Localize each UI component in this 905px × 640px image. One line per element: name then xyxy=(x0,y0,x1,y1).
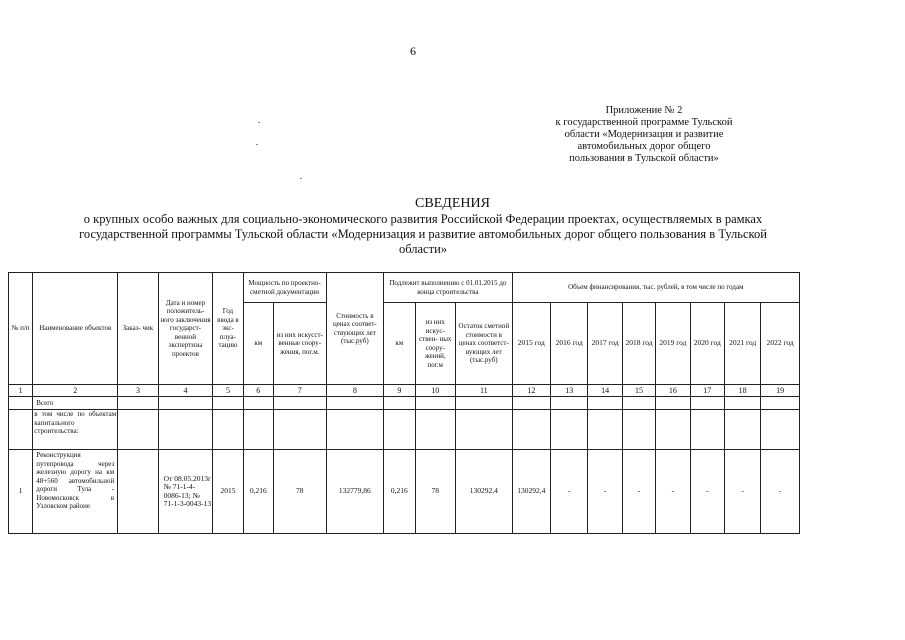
row-cost: 132779,86 xyxy=(326,450,384,534)
header-year: 2018 год xyxy=(622,303,655,385)
header-cost: Стоимость в ценах соответ- ствующих лет (тыс.руб) xyxy=(326,273,384,385)
projects-table xyxy=(8,272,800,534)
column-number: 4 xyxy=(158,385,213,397)
row-year-value: 130292,4 xyxy=(512,450,550,534)
row-cap-art: 78 xyxy=(273,450,326,534)
header-cap-art: из них искусст- венные соору- жения, пог.м. xyxy=(273,303,326,385)
column-number: 17 xyxy=(690,385,724,397)
row-year-value: - xyxy=(551,450,588,534)
column-number: 3 xyxy=(118,385,158,397)
header-year: 2016 год xyxy=(551,303,588,385)
row-year-value: - xyxy=(761,450,800,534)
header-year: 2021 год xyxy=(724,303,760,385)
header-rem-art: из них искус- ствен- ных соору- жений, пог.м xyxy=(415,303,455,385)
row-customer xyxy=(118,450,158,534)
header-year: 2019 год xyxy=(656,303,690,385)
scan-speck xyxy=(258,122,260,123)
column-number: 11 xyxy=(455,385,512,397)
column-number: 19 xyxy=(761,385,800,397)
row-year-value: - xyxy=(588,450,622,534)
row-year-value: - xyxy=(690,450,724,534)
header-expertise: Дата и номер положитель- ного заключения государст- венной экспертизы проектов xyxy=(158,273,213,385)
column-number: 13 xyxy=(551,385,588,397)
column-number: 2 xyxy=(33,385,118,397)
row-cap-km: 0,216 xyxy=(243,450,273,534)
column-number-row xyxy=(9,385,800,397)
row-expertise: От 08.05.2013г № 71-1-4-0086-13; № 71-1-3-0043-13 xyxy=(158,450,213,534)
column-number: 1 xyxy=(9,385,33,397)
scan-speck xyxy=(256,144,258,145)
column-number: 5 xyxy=(213,385,243,397)
header-customer: Заказ- чик xyxy=(118,273,158,385)
appendix-line: к государственной программе Тульской xyxy=(555,117,733,128)
column-number: 16 xyxy=(656,385,690,397)
header-name: Наименование объектов xyxy=(33,273,118,385)
subtitle-line: государственной программы Тульской области «Модернизация и развитие автомобильных дорог общего пользования в Тульской xyxy=(79,227,767,241)
row-year-in: 2015 xyxy=(213,450,243,534)
subtitle-line: области» xyxy=(398,242,448,256)
appendix-line: области «Модернизация и развитие xyxy=(564,129,724,140)
page-number: 6 xyxy=(410,44,416,58)
row-year-value: - xyxy=(724,450,760,534)
row-year-value: - xyxy=(622,450,655,534)
column-number: 8 xyxy=(326,385,384,397)
header-capacity: Мощность по проектно-сметной документации xyxy=(243,273,326,303)
column-number: 12 xyxy=(512,385,550,397)
header-rem-km: км xyxy=(384,303,415,385)
table-row xyxy=(9,450,800,534)
total-label: Всего xyxy=(33,397,118,410)
appendix-line: автомобильных дорог общего xyxy=(577,141,711,152)
appendix-block xyxy=(528,105,760,165)
column-number: 15 xyxy=(622,385,655,397)
row-rem-art: 78 xyxy=(415,450,455,534)
header-year: 2015 год xyxy=(512,303,550,385)
column-number: 6 xyxy=(243,385,273,397)
subtitle-line: о крупных особо важных для социально-экономического развития Российской Федерации проектах, осуществляемых в рамках xyxy=(83,212,763,226)
header-year: 2017 год xyxy=(588,303,622,385)
header-num: № п/п xyxy=(9,273,33,385)
document-subtitle xyxy=(28,212,818,257)
header-year: 2022 год xyxy=(761,303,800,385)
header-rem-balance: Остаток сметной стоимости в ценах соответст- вующих лет (тыс.руб) xyxy=(455,303,512,385)
column-number: 9 xyxy=(384,385,415,397)
appendix-line: Приложение № 2 xyxy=(605,105,683,116)
row-name: Реконструкция путепровода через железную дорогу на км 48+560 автомобильной дороги Тула - Новомосковск в Узловском районе xyxy=(33,450,118,534)
header-remaining: Подлежит выполнению с 01.01.2015 до конца строительства xyxy=(384,273,512,303)
header-year: 2020 год xyxy=(690,303,724,385)
column-number: 18 xyxy=(724,385,760,397)
column-number: 10 xyxy=(415,385,455,397)
header-funding: Объем финансирования, тыс. рублей, в том числе по годам xyxy=(512,273,799,303)
document-title: СВЕДЕНИЯ xyxy=(415,196,490,211)
total-row xyxy=(9,397,800,410)
column-number: 7 xyxy=(273,385,326,397)
appendix-line: пользования в Тульской области» xyxy=(569,153,719,164)
header-year-in: Год ввода в экс- плуа- тацию xyxy=(213,273,243,385)
capital-label: в том числе по объектам капитального строительства: xyxy=(33,410,118,450)
header-cap-km: км xyxy=(243,303,273,385)
row-num: 1 xyxy=(9,450,33,534)
column-number: 14 xyxy=(588,385,622,397)
row-year-value: - xyxy=(656,450,690,534)
scan-speck xyxy=(300,178,302,179)
row-rem-balance: 130292,4 xyxy=(455,450,512,534)
row-rem-km: 0,216 xyxy=(384,450,415,534)
capital-row xyxy=(9,410,800,450)
